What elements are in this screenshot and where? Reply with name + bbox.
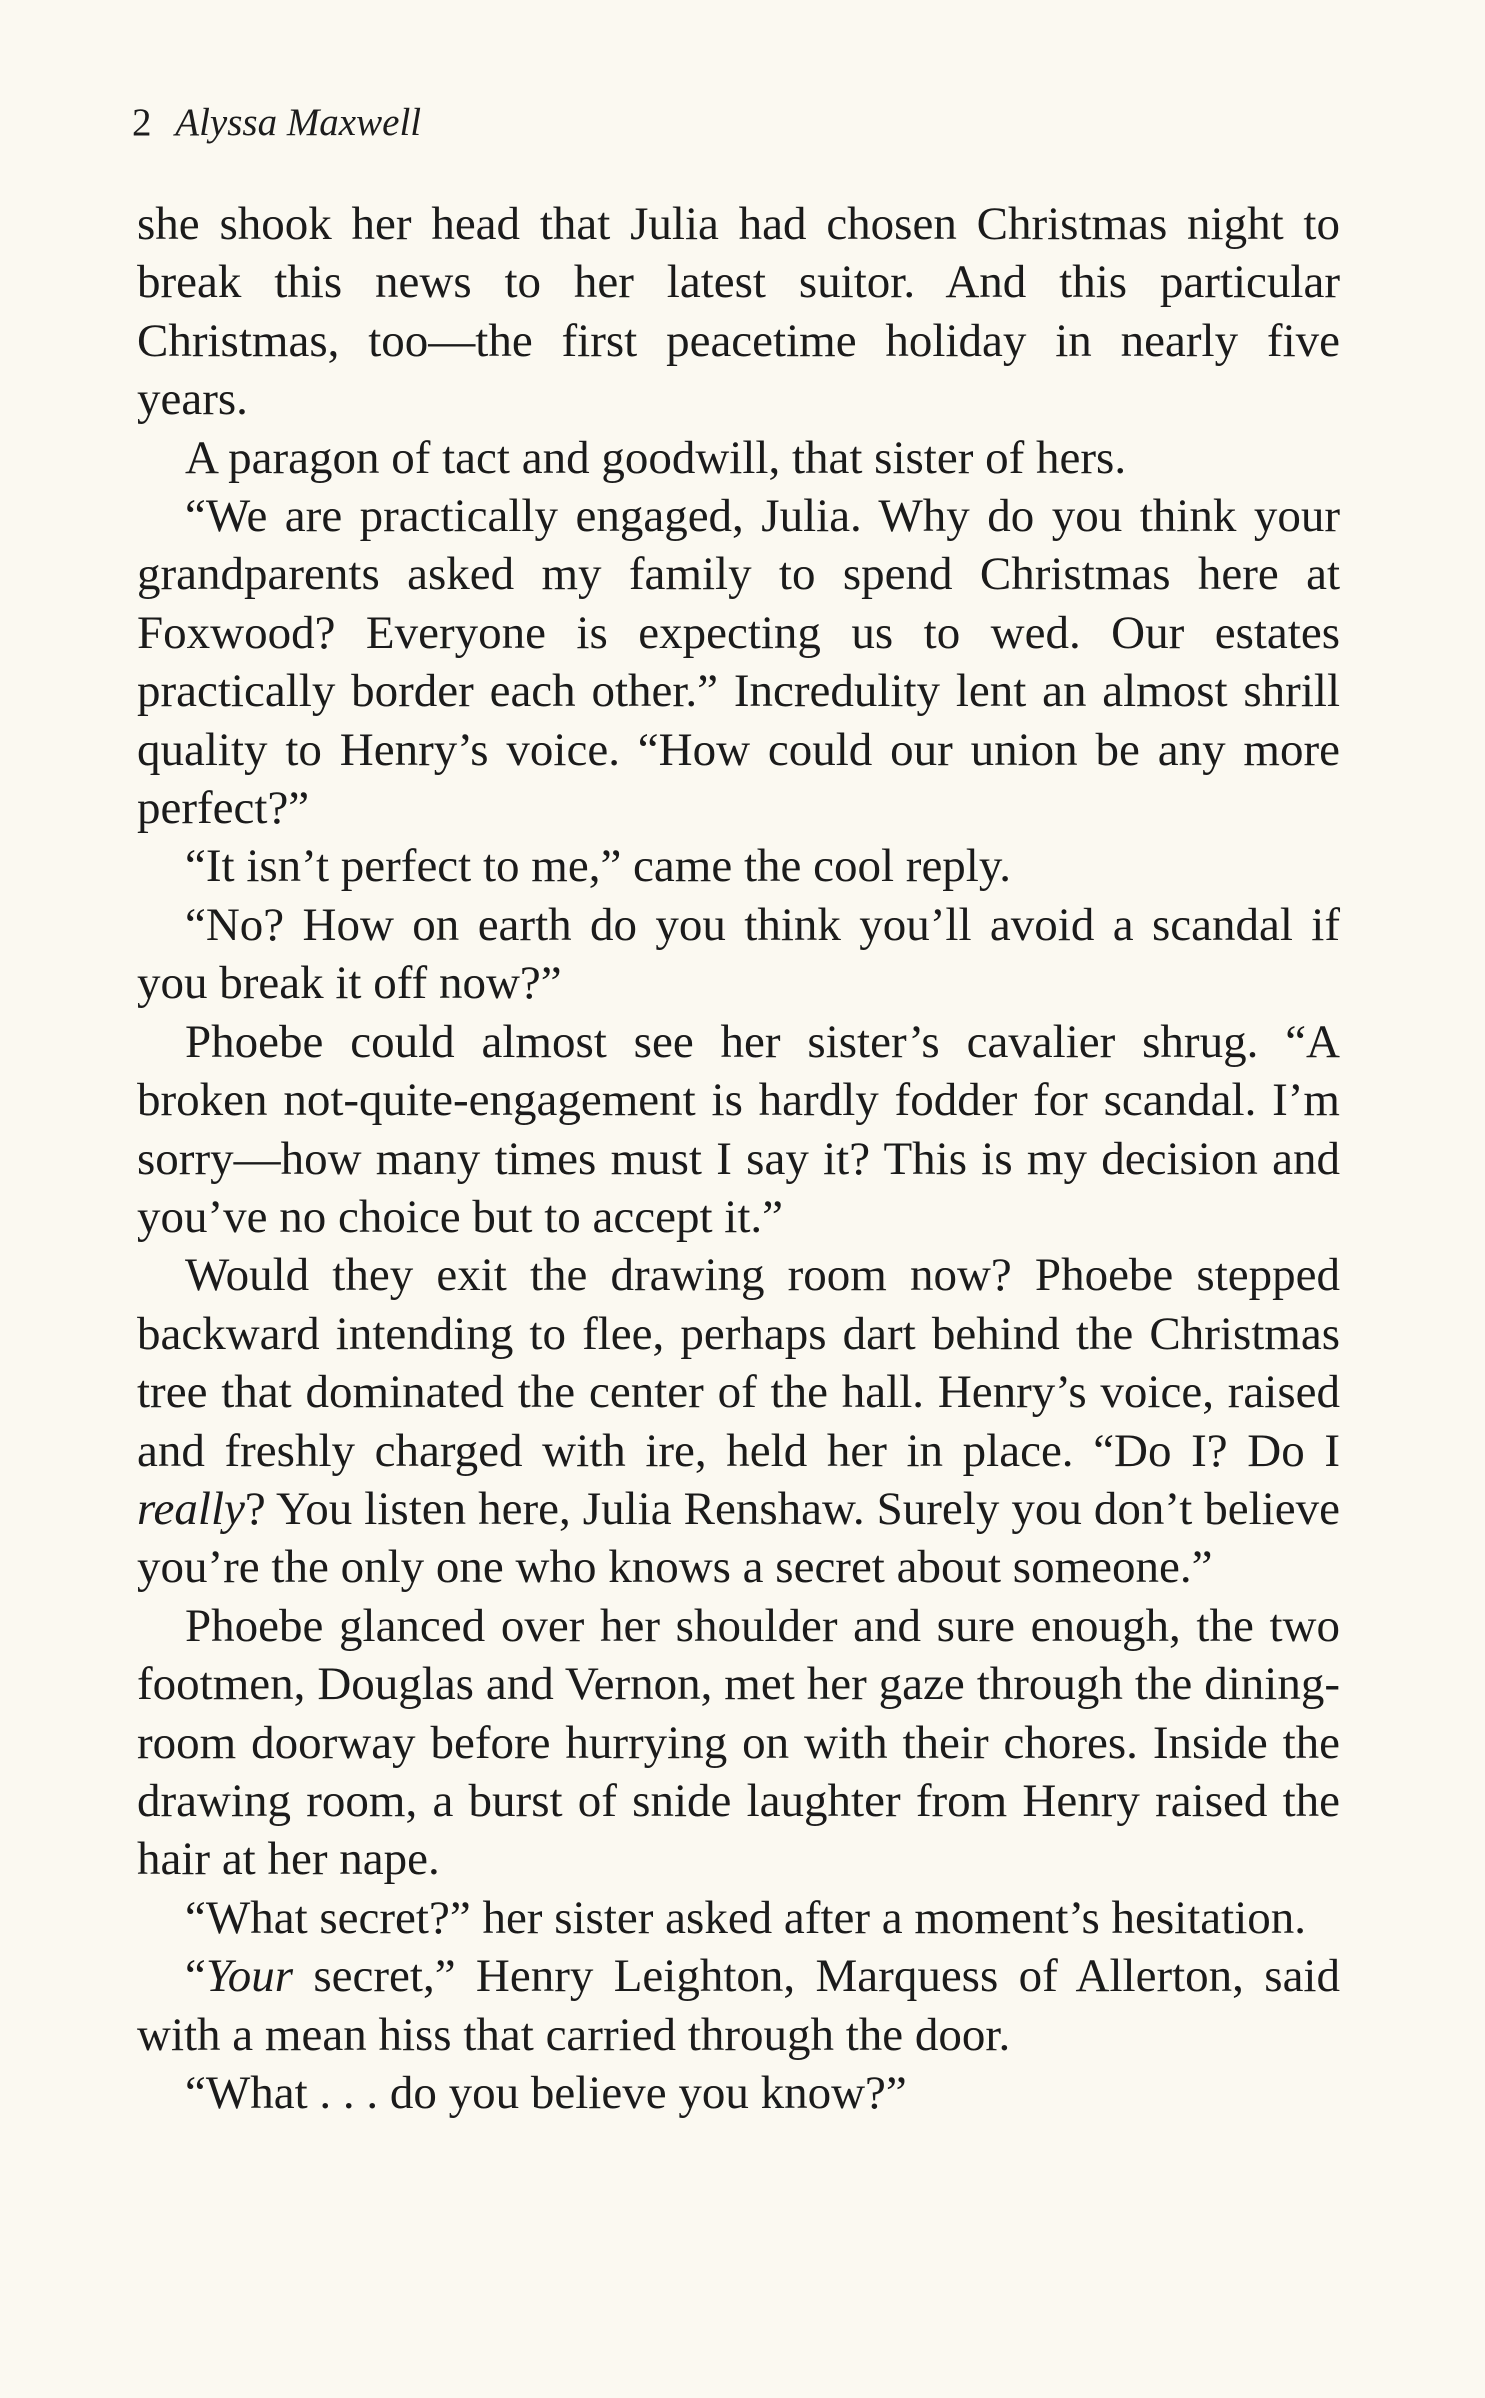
paragraph: Phoebe could almost see her sister’s cavalier shrug. “A broken not-quite-engagement is hardly fodder for scandal. I’m sorry—how many times must I say it? This is my decision and you’ve no choice but to accept it.” [137,1015,1340,1243]
paragraph [137,1947,1340,2064]
page-number: 2 [132,101,152,144]
paragraph-text: “ [185,1950,206,2003]
running-header [132,100,421,145]
emphasis-text: Your [205,1950,293,2003]
paragraph-text: secret,” Henry Leighton, Marquess of Allerton, said with a mean hiss that carried through the door. [137,1950,1340,2061]
paragraph: “What . . . do you believe you know?” [185,2067,907,2119]
emphasis-text: really [137,1482,245,1535]
paragraph: A paragon of tact and goodwill, that sister of hers. [185,431,1127,484]
paragraph-text: ? You listen here, Julia Renshaw. Surely you don’t believe you’re the only one who knows a secret about someone.” [137,1482,1340,1594]
paragraph-text: Would they exit the drawing room now? Phoebe stepped backward intending to flee, perhaps dart behind the Christmas tree that dominated the center of the hall. Henry’s voice, raised and freshly charged with ire, held her in place. “Do I? Do I [137,1249,1340,1477]
author-name: Alyssa Maxwell [175,101,422,144]
paragraph: she shook her head that Julia had chosen Christmas night to break this news to her latest suitor. And this particular Christmas, too—the first peacetime holiday in nearly five years. [137,198,1340,426]
paragraph: “What secret?” her sister asked after a moment’s hesitation. [185,1891,1307,1944]
paragraph: “It isn’t perfect to me,” came the cool reply. [185,840,1012,893]
paragraph: Phoebe glanced over her shoulder and sure enough, the two footmen, Douglas and Vernon, met her gaze through the dining-room doorway before hurrying on with their chores. Inside the drawing room, a burst of snide laughter from Henry raised the hair at her nape. [137,1599,1340,1886]
paragraph: “We are practically engaged, Julia. Why do you think your grandparents asked my family to spend Christmas here at Foxwood? Everyone is expecting us to wed. Our estates practically border each other.” Incredulity lent an almost shrill quality to Henry’s voice. “How could our union be any more perfect?” [137,490,1340,835]
body-text [137,195,1340,2122]
paragraph: “No? How on earth do you think you’ll avoid a scandal if you break it off now?” [137,898,1340,1010]
paragraph [137,1246,1340,1596]
